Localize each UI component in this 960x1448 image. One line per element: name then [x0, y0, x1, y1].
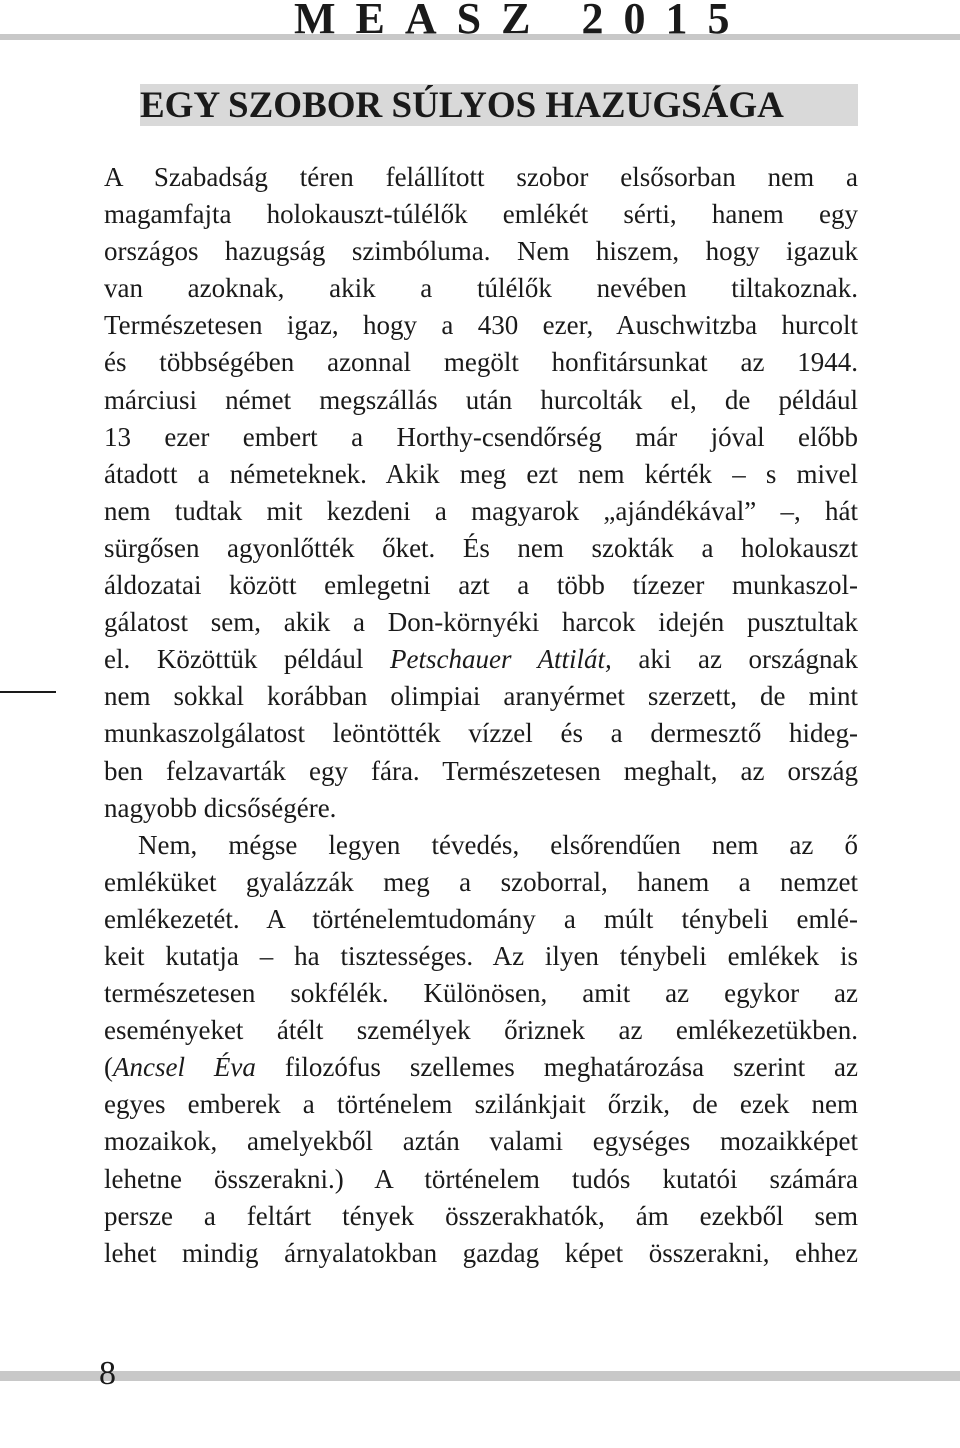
body-text-run: aki az országnak	[611, 644, 858, 675]
body-line-with-name	[104, 1049, 858, 1086]
page-number: 8	[99, 1355, 116, 1392]
body-line: mozaikok, amelyekből aztán valami egységes mozaikképet	[104, 1126, 858, 1157]
body-line: nagyobb dicsőségére.	[104, 792, 337, 823]
body-line-paragraph-start: Nem, mégse legyen tévedés, elsőrendűen nem az ő	[138, 829, 858, 860]
footer-rule	[0, 1371, 960, 1381]
body-line: keit kutatja – ha tisztességes. Az ilyen ténybeli emlékek is	[104, 940, 858, 971]
body-line: emlékezetét. A történelemtudomány a múlt ténybeli emlé-	[104, 903, 858, 934]
body-line: lehet mindig árnyalatokban gazdag képet összerakni, ehhez	[104, 1237, 858, 1268]
person-name-petschauer: Petschauer Attilát,	[389, 644, 612, 675]
body-text-run: (	[104, 1052, 113, 1083]
person-name-ancsel: Ancsel Éva	[113, 1052, 256, 1083]
journal-title: MEASZ 2015	[294, 0, 750, 43]
body-line: 13 ezer embert a Horthy-csendőrség már jóval előbb	[104, 421, 858, 452]
body-line: Természetesen igaz, hogy a 430 ezer, Auschwitzba hurcolt	[104, 310, 858, 341]
body-line: egyes emberek a történelem szilánkjait őrzik, de ezek nem	[104, 1089, 858, 1120]
article-title: EGY SZOBOR SÚLYOS HAZUGSÁGA	[140, 85, 784, 126]
body-text-run: filozófus szellemes meghatározása szerint az	[255, 1052, 858, 1083]
body-line: A Szabadság téren felállított szobor elsősorban nem a	[104, 162, 858, 192]
body-line: gálatost sem, akik a Don-környéki harcok idején pusztultak	[104, 607, 858, 638]
article-title-band	[140, 84, 858, 126]
body-line-with-name	[104, 641, 858, 678]
article-body	[104, 159, 858, 1272]
body-line: márciusi német megszállás után hurcolták el, de például	[104, 384, 858, 415]
margin-rule	[0, 691, 56, 693]
body-line: magamfajta holokauszt-túlélők emlékét sérti, hanem egy	[104, 199, 858, 230]
body-line: sürgősen agyonlőtték őket. És nem szokták a holokauszt	[104, 532, 858, 563]
body-line: áldozatai között emlegetni azt a több tízezer munkaszol-	[104, 570, 858, 601]
body-line: átadott a németeknek. Akik meg ezt nem kérték – s mivel	[104, 458, 858, 489]
body-line: munkaszolgálatost leöntötték vízzel és a dermesztő hideg-	[104, 718, 858, 749]
body-text-run: el. Közöttük például	[104, 644, 390, 675]
body-line: persze a feltárt tények összerakhatók, ám ezekből sem	[104, 1200, 858, 1231]
body-line: eseményeket átélt személyek őriznek az emlékezetükben.	[104, 1015, 858, 1046]
body-line: és többségében azonnal megölt honfitársunkat az 1944.	[104, 347, 858, 378]
body-line: nem sokkal korábban olimpiai aranyérmet szerzett, de mint	[104, 681, 858, 712]
body-line: országos hazugság szimbóluma. Nem hiszem, hogy igazuk	[104, 236, 858, 267]
body-line: ben felzavarták egy fára. Természetesen meghalt, az ország	[104, 755, 858, 786]
body-line: lehetne összerakni.) A történelem tudós kutatói számára	[104, 1163, 858, 1194]
body-line: emléküket gyalázzák meg a szoborral, hanem a nemzet	[104, 866, 858, 897]
body-line: nem tudtak mit kezdeni a magyarok „ajándékával” –, hát	[104, 495, 858, 526]
body-line: van azoknak, akik a túlélők nevében tiltakoznak.	[104, 273, 858, 304]
body-line: természetesen sokfélék. Különösen, amit az egykor az	[104, 978, 858, 1009]
